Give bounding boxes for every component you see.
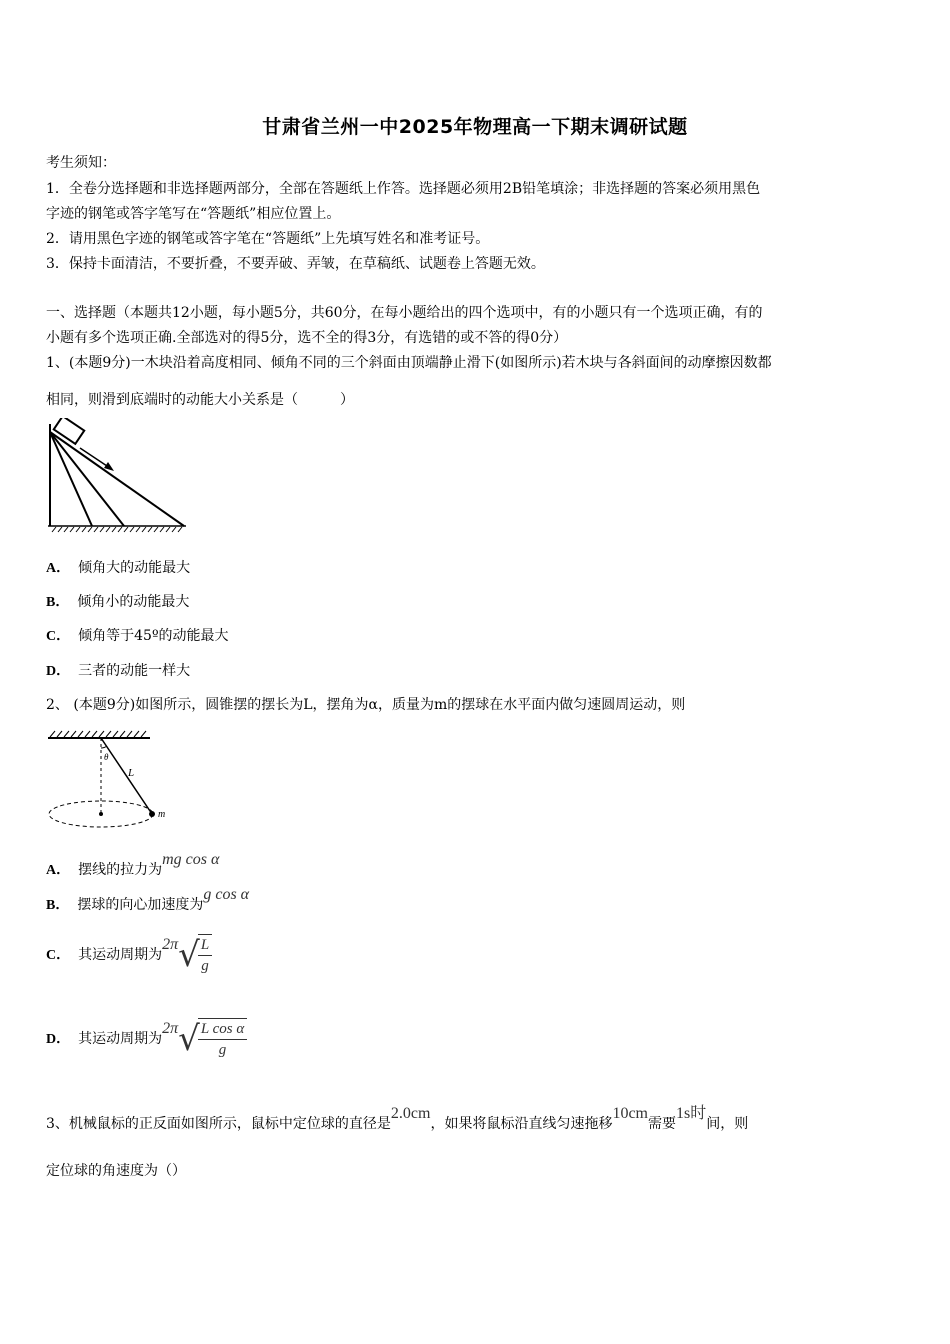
sqrt-sign-icon: √: [178, 1019, 200, 1059]
section-instructions-line2: 小题有多个选项正确.全部选对的得5分，选不全的得3分，有选错的或不答的得0分）: [46, 330, 568, 346]
notice-item-1: 1．全卷分选择题和非选择题两部分，全部在答题纸上作答。选择题必须用2B铅笔填涂；非选择题的答案必须用黑色: [46, 181, 761, 197]
q1-option-c-text: 倾角等于45º的动能最大: [78, 628, 229, 644]
q2-option-b[interactable]: [46, 886, 250, 914]
q2-option-d[interactable]: [46, 1018, 247, 1060]
q1-option-d-text: 三者的动能一样大: [78, 663, 191, 679]
theta-label: θ: [104, 752, 109, 762]
q2-option-a-formula: mg cos α: [162, 851, 220, 868]
q3-text-part3: 需要: [648, 1116, 676, 1132]
page-title: 甘肃省兰州一中2025年物理高一下期末调研试题: [262, 116, 688, 138]
q3-time-value: 1s时: [676, 1105, 707, 1122]
q1-option-a-label: A．: [46, 561, 71, 576]
inclined-planes-figure: [44, 418, 194, 534]
q2-option-a[interactable]: [46, 851, 220, 879]
q3-text-part1: 3、机械鼠标的正反面如图所示，鼠标中定位球的直径是: [46, 1116, 391, 1132]
q3-stem-line2: 定位球的角速度为（）: [46, 1163, 186, 1179]
q2-option-b-text: 摆球的向心加速度为: [77, 897, 204, 913]
notice-item-1-cont: 字迹的钢笔或答字笔写在“答题纸”相应位置上。: [46, 206, 341, 222]
q1-option-c[interactable]: [46, 625, 229, 645]
q2-option-d-label: D．: [46, 1032, 71, 1047]
q1-option-b[interactable]: [46, 591, 189, 611]
q2-option-c-coef: 2π: [162, 936, 179, 953]
q1-stem-line1: 1、(本题9分)一木块沿着高度相同、倾角不同的三个斜面由顶端静止滑下(如图所示)若木块与各斜面间的动摩擦因数都: [46, 355, 772, 371]
q1-option-c-label: C．: [46, 629, 71, 644]
q3-stem-line1: [46, 1105, 749, 1133]
q3-distance-value: 10cm: [612, 1105, 648, 1122]
q2-stem: 2、 (本题9分)如图所示，圆锥摆的摆长为L，摆角为α，质量为m的摆球在水平面内做匀速圆周运动，则: [46, 697, 686, 713]
q1-option-d-label: D．: [46, 664, 71, 679]
q2-option-d-denominator: g: [198, 1039, 247, 1060]
notice-item-2: 2．请用黑色字迹的钢笔或答字笔在“答题纸”上先填写姓名和准考证号。: [46, 231, 490, 247]
q2-option-c-text: 其运动周期为: [78, 947, 163, 963]
q2-option-c-label: C．: [46, 948, 71, 963]
q1-option-b-text: 倾角小的动能最大: [77, 594, 190, 610]
q2-option-c-denominator: g: [198, 955, 212, 976]
q3-text-part4: 间，则: [706, 1116, 749, 1132]
length-label: L: [128, 767, 135, 779]
q2-option-d-text: 其运动周期为: [78, 1031, 163, 1047]
notice-item-3: 3．保持卡面清洁，不要折叠，不要弄破、弄皱，在草稿纸、试题卷上答题无效。: [46, 256, 545, 272]
section-instructions-line1: 一、选择题（本题共12小题，每小题5分，共60分，在每小题给出的四个选项中，有的小题只有一个选项正确，有的: [46, 305, 763, 321]
sqrt-sign-icon: √: [178, 935, 200, 975]
q2-option-c[interactable]: [46, 934, 212, 976]
q1-option-d[interactable]: [46, 660, 190, 680]
q2-option-b-formula: g cos α: [203, 886, 250, 903]
q2-option-a-label: A．: [46, 863, 71, 878]
q3-text-part2: ，如果将鼠标沿直线匀速拖移: [430, 1116, 613, 1132]
q3-diameter-value: 2.0cm: [390, 1105, 431, 1122]
notice-heading: 考生须知：: [46, 155, 116, 171]
q1-option-a[interactable]: [46, 557, 190, 577]
q1-option-a-text: 倾角大的动能最大: [78, 560, 191, 576]
mass-label: m: [158, 809, 166, 820]
q2-option-b-label: B．: [46, 898, 70, 913]
conical-pendulum-figure: [44, 728, 170, 838]
q2-option-d-numerator: L cos α: [200, 1021, 245, 1037]
q2-option-d-coef: 2π: [162, 1020, 179, 1037]
q2-option-a-text: 摆线的拉力为: [78, 862, 163, 878]
q1-option-b-label: B．: [46, 595, 70, 610]
q2-option-c-numerator: L: [200, 937, 210, 953]
q1-stem-line2: 相同，则滑到底端时的动能大小关系是（ ）: [46, 392, 354, 408]
